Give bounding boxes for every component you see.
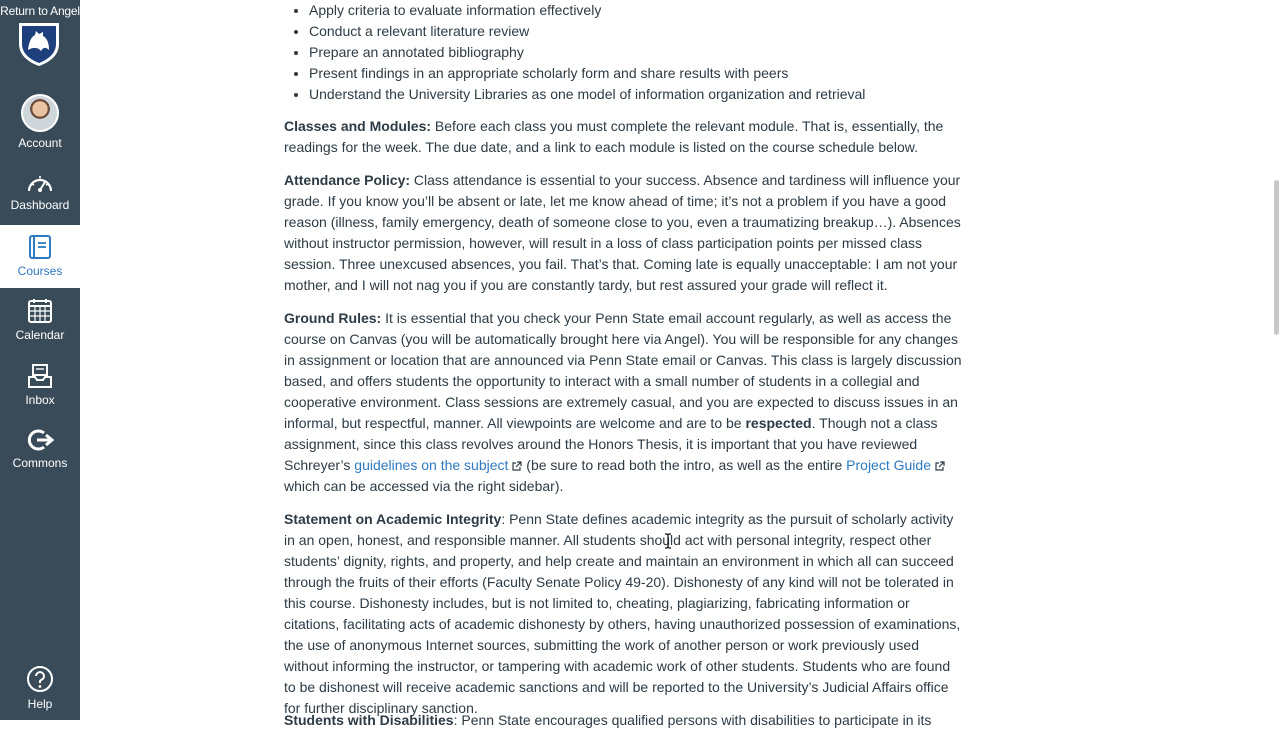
return-to-angel-link[interactable]: Return to Angel [0,4,80,18]
nav-item-help[interactable] [0,665,80,711]
commons-icon [26,428,54,452]
calendar-icon [27,298,53,324]
avatar [21,94,59,132]
ground-rules-text-3: (be sure to read both the intro, as well as the entire [522,457,847,473]
attendance-text: Class attendance is essential to your success. Absence and tardiness will influence your grade. If you know you’ll be absent or late, let me know ahead of time; it’s not a problem if you have a good reason (illness, family emergency, death of someone close to you, even a traumatizing breakup…). Absences without instructor permission, however, will result in a loss of class participation points per missed class session. Three unexcused absences, you fail. That’s that. Coming late is equally unacceptable: I am not your mother, and I will not nag you if you are constantly tardy, but rest assured your grade will reflect it. [284,172,961,293]
guidelines-link[interactable]: guidelines on the subject [354,457,509,473]
page-scrollbar[interactable] [1272,0,1280,720]
disabilities-text: : Penn State encourages qualified persons with disabilities to participate in its [453,712,932,728]
nav-item-courses[interactable] [0,225,80,288]
list-item: • Present findings in an appropriate scholarly form and share results with peers [309,63,989,84]
global-navigation [0,0,80,720]
attendance-heading: Attendance Policy: [284,172,411,188]
nav-item-commons[interactable] [0,428,80,470]
nav-label-dashboard: Dashboard [10,198,70,212]
project-guide-link[interactable]: Project Guide [846,457,931,473]
nav-label-courses: Courses [17,264,63,278]
disabilities-paragraph [284,710,964,731]
external-link-icon [512,461,522,471]
integrity-text: : Penn State defines academic integrity as the pursuit of scholarly activity in an open, honest, and responsible manner. All students should act with personal integrity, respect other students’ dignity, rights, and property, and help create and maintain an environment in which all can succeed through the fruits of their efforts (Faculty Senate Policy 49-20). Dishonesty of any kind will not be tolerated in this course. Dishonesty includes, but is not limited to, cheating, plagiarizing, fabricating information or citations, facilitating acts of academic dishonesty by others, having unauthorized possession of examinations, the use of anonymous Internet sources, submitting the work of another person or work previously used without informing the instructor, or tampering with academic work of other students. Students who are found to be dishonest will receive academic sanctions and will be reported to the University’s Judicial Affairs office for further disciplinary sanction. [284,511,961,716]
nav-label-help: Help [27,697,53,711]
list-item: • Understand the University Libraries as one model of information organization and retrieval [309,84,989,105]
help-icon [26,665,54,693]
disabilities-heading: Students with Disabilities [284,712,454,728]
ground-rules-paragraph [284,308,964,497]
classes-heading: Classes and Modules: [284,118,432,134]
dashboard-icon [26,172,54,194]
nav-label-inbox: Inbox [25,393,55,407]
integrity-heading: Statement on Academic Integrity [284,511,502,527]
integrity-paragraph [284,509,964,719]
list-item: • Apply criteria to evaluate information effectively [309,0,989,21]
text-cursor-icon [664,533,672,549]
respected-word: respected [745,415,812,431]
nav-label-calendar: Calendar [15,328,65,342]
nav-label-commons: Commons [12,456,68,470]
attendance-paragraph [284,170,964,296]
courses-icon [27,234,53,260]
ground-rules-heading: Ground Rules: [284,310,382,326]
objectives-list [284,0,989,105]
classes-text: Before each class you must complete the relevant module. That is, essentially, the readings for the week. The due date, and a link to each module is listed on the course schedule below. [284,118,944,155]
nav-label-account: Account [18,136,62,150]
classes-paragraph [284,116,964,158]
list-item: • Conduct a relevant literature review [309,21,989,42]
nav-item-calendar[interactable] [0,298,80,342]
nav-item-inbox[interactable] [0,363,80,407]
nav-item-dashboard[interactable] [0,172,80,212]
ground-rules-text: It is essential that you check your Penn State email account regularly, as well as access the course on Canvas (you will be automatically brought here via Angel). You will be responsible for any changes in assignment or location that are announced via Penn State email or Canvas. This class is largely discussion based, and offers students the opportunity to interact with a small number of students in a collegial and cooperative environment. Class sessions are extremely casual, and you are expected to discuss issues in an informal, but respectful, manner. All viewpoints are welcome and are to be [284,310,962,431]
penn-state-shield-logo[interactable] [16,20,62,68]
external-link-icon [935,461,945,471]
inbox-icon [27,363,53,389]
nav-item-account[interactable] [0,94,80,150]
scrollbar-thumb[interactable] [1274,180,1279,335]
list-item: • Prepare an annotated bibliography [309,42,989,63]
ground-rules-text-4: which can be accessed via the right sidebar). [284,478,564,494]
ground-rules-text-2: . Though not a class assignment, since this class revolves around the Honors Thesis, it is important that you have reviewed Schreyer’s [284,415,938,473]
